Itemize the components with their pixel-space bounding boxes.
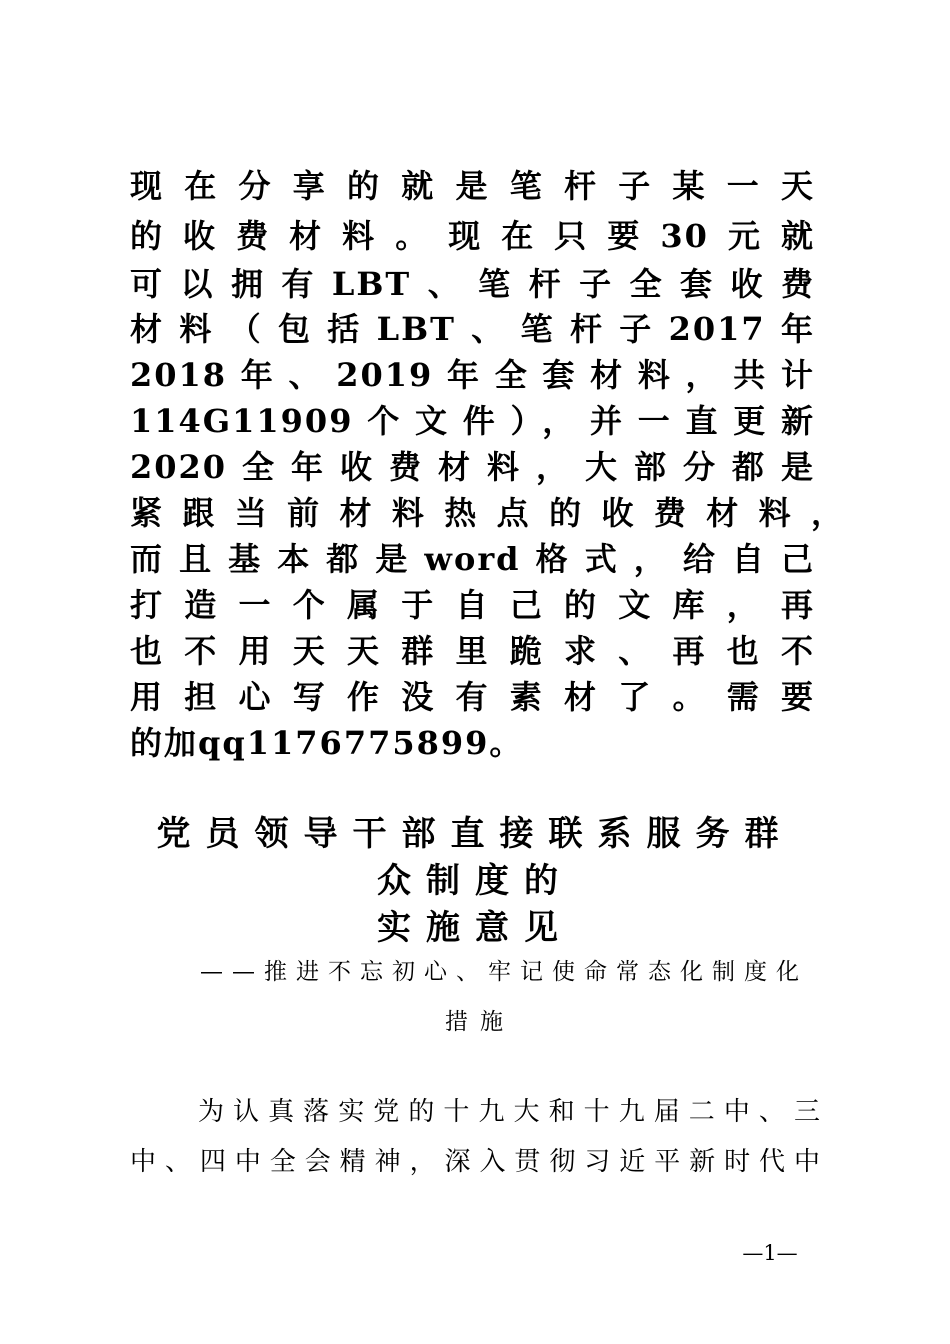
body-line: 中、四中全会精神，深入贯彻习近平新时代中: [130, 1147, 820, 1177]
ad-line: 紧跟当前材料热点的收费材料，: [130, 494, 845, 532]
ad-line: 114G11909个文件），并一直更新: [130, 402, 815, 440]
ad-line: 现在分享的就是笔杆子某一天: [130, 167, 815, 205]
ad-line: 2018年、2019年全套材料，共计: [130, 356, 815, 394]
ad-line: 而且基本都是word格式，给自己: [130, 540, 815, 578]
subtitle-line: ——推进不忘初心、牢记使命常态化制度化: [200, 959, 808, 985]
title-line: 众制度的: [377, 861, 573, 901]
ad-line: 也不用天天群里跪求、再也不: [130, 632, 815, 670]
body-line: 为认真落实党的十九大和十九届二中、三: [198, 1097, 820, 1127]
ad-line: 的收费材料。现在只要30元就: [130, 217, 815, 255]
page-number: —1—: [742, 1241, 798, 1265]
ad-line: 2020全年收费材料，大部分都是: [130, 448, 815, 486]
subtitle-line: 措施: [445, 1009, 515, 1035]
title-line: 党员领导干部直接联系服务群: [156, 814, 794, 854]
ad-line: 打造一个属于自己的文库，再: [130, 586, 815, 624]
ad-line: 的加qq1176775899。: [130, 724, 524, 762]
ad-line: 可以拥有LBT、笔杆子全套收费: [130, 265, 815, 303]
ad-line: 材料（包括LBT、笔杆子2017年: [130, 310, 815, 348]
ad-line: 用担心写作没有素材了。需要: [130, 678, 815, 716]
title-line: 实施意见: [377, 908, 573, 948]
